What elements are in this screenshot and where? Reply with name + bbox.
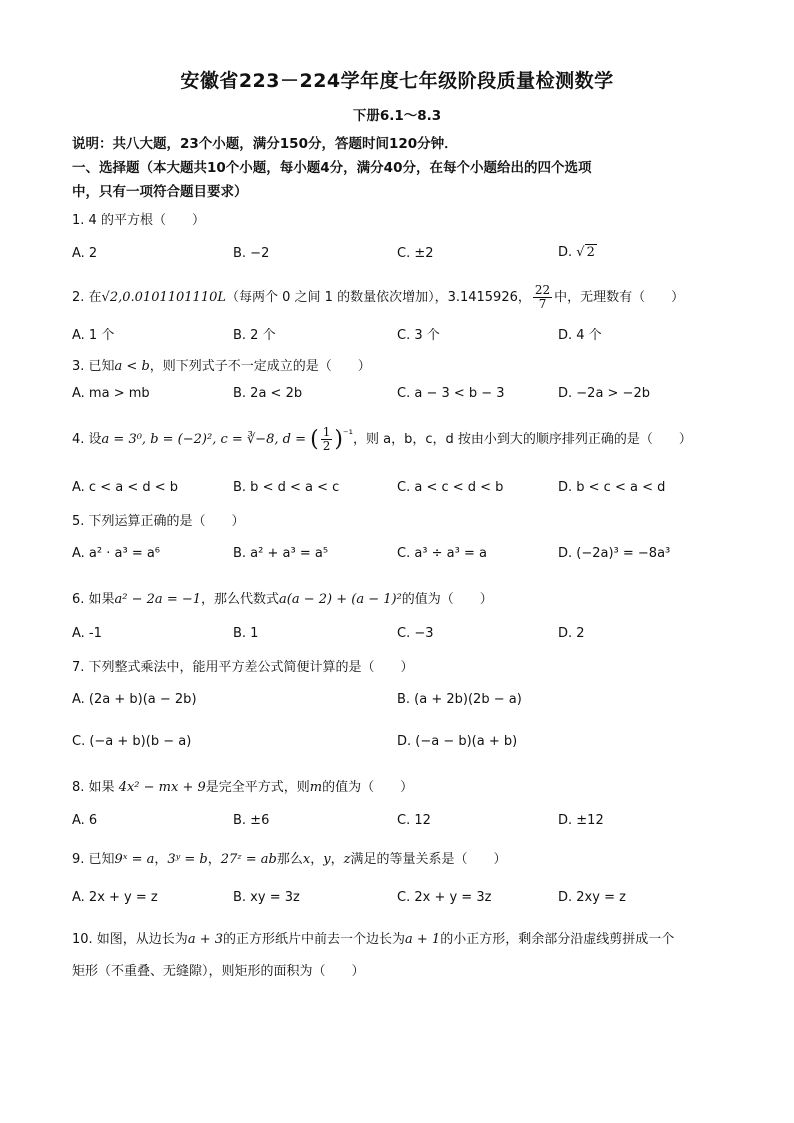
question-1-stem: 1. 4 的平方根（ ）	[72, 213, 205, 228]
q8-stem-a: 8. 如果	[72, 780, 115, 795]
q4-frac-num: 1	[322, 425, 331, 439]
q6-option-c: C. −3	[397, 626, 434, 641]
q3-option-b: B. 2a < 2b	[233, 386, 303, 401]
q9-option-b: B. xy = 3z	[233, 890, 300, 905]
q8-option-d: D. ±12	[558, 813, 604, 828]
q3-option-d: D. −2a > −2b	[558, 386, 650, 401]
question-7-stem: 7. 下列整式乘法中，能用平方差公式简便计算的是（ ）	[72, 660, 414, 675]
q4-fraction	[321, 426, 333, 453]
q5-option-d: D. (−2a)³ = −8a³	[558, 546, 671, 561]
q2-stem-c: （每两个 0 之间 1 的数量依次增加），3.1415926，	[226, 290, 531, 305]
q6-option-a: A. -1	[72, 626, 102, 641]
q4-option-d: D. b < c < a < d	[558, 480, 666, 495]
q7-option-a: A. (2a + b)(a − 2b)	[72, 692, 197, 707]
question-2-stem	[72, 284, 684, 311]
q2-stem-d: 中，无理数有（ ）	[554, 290, 685, 305]
q2-fraction	[533, 284, 552, 311]
q10-stem-c: 的小正方形，剩余部分沿虚线剪拼成一个	[440, 932, 675, 947]
q5-option-b: B. a² + a³ = a⁵	[233, 546, 329, 561]
q9-stem-a: 9. 已知	[72, 852, 115, 867]
q2-option-d: D. 4 个	[558, 328, 602, 343]
q8-stem-math2: m	[309, 780, 323, 795]
q6-stem-a: 6. 如果	[72, 592, 115, 607]
question-9-stem	[72, 848, 506, 867]
q2-stem-a: 2. 在	[72, 290, 102, 305]
q3-stem-b: ，则下列式子不一定成立的是（ ）	[149, 359, 371, 374]
q9-stem-math4: x	[302, 852, 311, 867]
q4-stem-b: ，则 a，b，c，d 按由小到大的顺序排列正确的是（ ）	[352, 432, 692, 447]
q6-stem-c: 的值为（ ）	[401, 592, 493, 607]
sqrt-symbol: √ 2,0.0101101110L	[101, 290, 226, 305]
q1-option-c: C. ±2	[397, 246, 434, 261]
q8-stem-b: 是完全平方式，则	[205, 780, 310, 795]
q5-option-a: A. a² · a³ = a⁶	[72, 546, 161, 561]
q2-option-a: A. 1 个	[72, 328, 115, 343]
q4-frac-den: 2	[322, 439, 331, 453]
section-heading-line1: 一、选择题（本大题共10个小题，每小题4分，满分40分，在每个小题给出的四个选项	[72, 160, 592, 176]
q6-option-b: B. 1	[233, 626, 259, 641]
q9-stem-b: ，	[154, 852, 168, 867]
right-paren: )	[334, 427, 343, 452]
q4-option-c: C. a < c < d < b	[397, 480, 504, 495]
q9-stem-math3: 27ᶻ = ab	[220, 852, 277, 867]
q10-stem-math2: a + 1	[405, 932, 441, 947]
q8-option-c: C. 12	[397, 813, 431, 828]
q9-stem-f: ，	[330, 852, 344, 867]
q9-stem-c: ，	[207, 852, 221, 867]
question-4-stem	[72, 426, 692, 453]
q3-option-a: A. ma > mb	[72, 386, 150, 401]
q8-stem-math: 4x² − mx + 9	[118, 780, 206, 795]
q4-option-b: B. b < d < a < c	[233, 480, 340, 495]
section-heading-line2: 中，只有一项符合题目要求）	[72, 184, 248, 200]
q2-stem-math: 2,0.0101101110L	[109, 290, 226, 305]
q10-stem-b: 的正方形纸片中前去一个边长为	[223, 932, 406, 947]
q1-option-d-label: D.	[558, 245, 577, 260]
q10-stem-a: 10. 如图，从边长为	[72, 932, 188, 947]
question-5-stem: 5. 下列运算正确的是（ ）	[72, 514, 245, 529]
q2-frac-num: 22	[534, 283, 551, 297]
question-6-stem	[72, 588, 493, 607]
q3-stem-a: 3. 已知	[72, 359, 115, 374]
q2-frac-den: 7	[538, 297, 547, 311]
q6-option-d: D. 2	[558, 626, 585, 641]
q9-stem-math: 9ˣ = a	[114, 852, 155, 867]
q2-option-c: C. 3 个	[397, 328, 440, 343]
q5-option-c: C. a³ ÷ a³ = a	[397, 546, 487, 561]
q4-stem-a: 4. 设	[72, 432, 102, 447]
q9-stem-e: ，	[310, 852, 324, 867]
question-3-stem	[72, 355, 371, 374]
page-subtitle: 下册6.1～8.3	[352, 108, 442, 124]
q1-option-b: B. −2	[233, 246, 270, 261]
q8-option-b: B. ±6	[233, 813, 270, 828]
q4-stem-math: a = 3⁰, b = (−2)², c = ∛−8, d =	[101, 432, 311, 447]
left-paren: (	[310, 427, 319, 452]
question-10-stem-line2: 矩形（不重叠、无缝隙），则矩形的面积为（ ）	[72, 964, 365, 979]
q4-option-a: A. c < a < d < b	[72, 480, 179, 495]
q4-exponent: ⁻¹	[342, 427, 353, 441]
q6-stem-math: a² − 2a = −1	[114, 592, 202, 607]
q8-stem-c: 的值为（ ）	[322, 780, 414, 795]
q1-option-a: A. 2	[72, 246, 98, 261]
page-title: 安徽省223－224学年度七年级阶段质量检测数学	[180, 70, 614, 92]
q10-stem-math: a + 3	[187, 932, 223, 947]
q9-option-a: A. 2x + y = z	[72, 890, 158, 905]
q6-stem-b: ，那么代数式	[201, 592, 280, 607]
q9-option-d: D. 2xy = z	[558, 890, 626, 905]
q3-stem-math: a < b	[114, 359, 150, 374]
sqrt-symbol: √ 2	[576, 245, 595, 260]
q9-stem-math6: z	[343, 852, 351, 867]
q2-option-b: B. 2 个	[233, 328, 276, 343]
q3-option-c: C. a − 3 < b − 3	[397, 386, 505, 401]
exam-note: 说明：共八大题，23个小题，满分150分，答题时间120分钟．	[72, 136, 458, 152]
q9-stem-math5: y	[323, 852, 331, 867]
q6-stem-math2: a(a − 2) + (a − 1)²	[279, 592, 402, 607]
q8-option-a: A. 6	[72, 813, 98, 828]
q7-option-b: B. (a + 2b)(2b − a)	[397, 692, 522, 707]
q9-stem-g: 满足的等量关系是（ ）	[350, 852, 507, 867]
q7-option-d: D. (−a − b)(a + b)	[397, 734, 518, 749]
question-10-stem	[72, 928, 674, 947]
q7-option-c: C. (−a + b)(b − a)	[72, 734, 192, 749]
q9-stem-d: 那么	[276, 852, 303, 867]
q9-stem-math2: 3ʸ = b	[167, 852, 208, 867]
q9-option-c: C. 2x + y = 3z	[397, 890, 492, 905]
question-8-stem	[72, 776, 413, 795]
q1-d-radicand: 2	[586, 245, 595, 260]
q1-option-d	[558, 244, 597, 260]
